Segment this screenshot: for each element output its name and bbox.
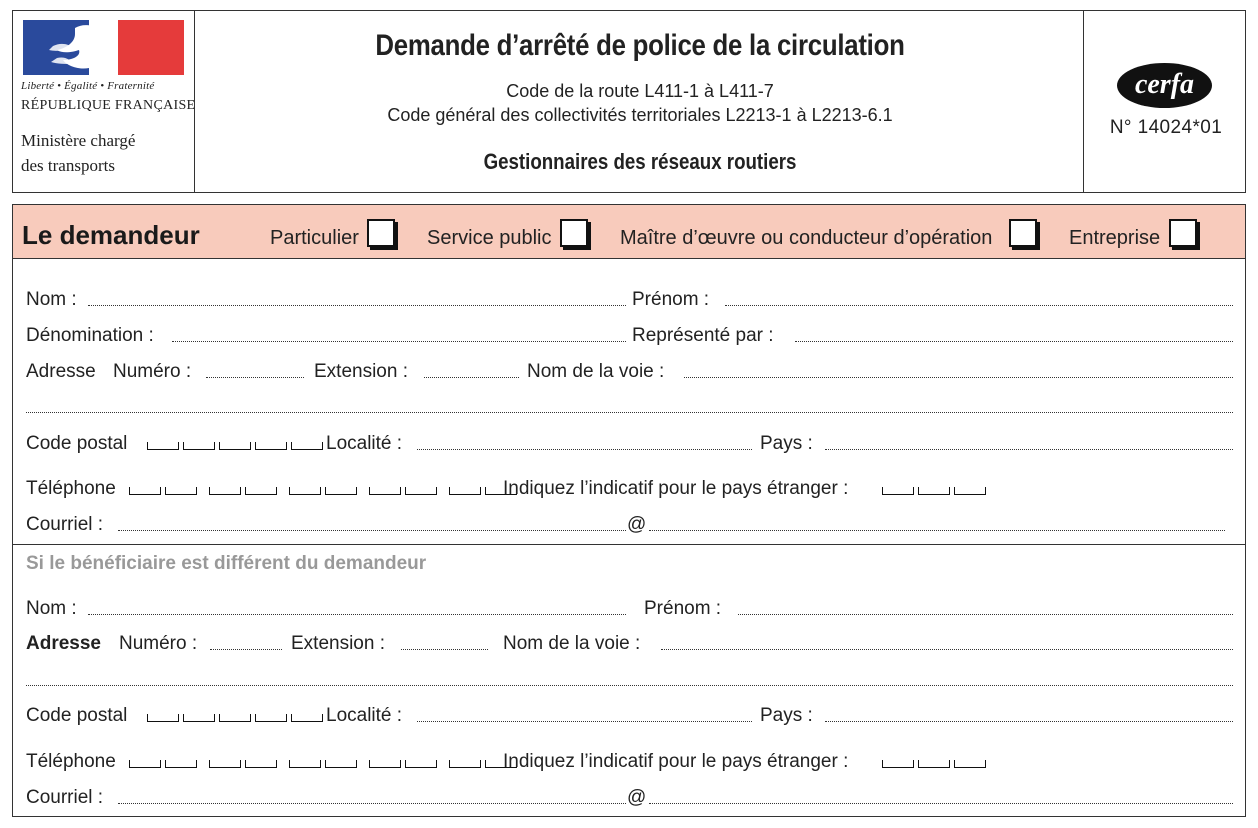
benef-extension-label: Extension : xyxy=(291,633,385,654)
nom-label: Nom : xyxy=(26,289,77,310)
benef-adresse-label: Adresse xyxy=(26,633,101,654)
benef-at-sign: @ xyxy=(627,787,647,808)
legal-reference: Code général des collectivités territoriales L2213-1 à L2213-6.1 xyxy=(387,105,893,125)
courriel-user-field[interactable] xyxy=(118,530,626,531)
benef-voie-label: Nom de la voie : xyxy=(503,633,641,654)
option-label: Service public xyxy=(427,227,552,249)
address-line-field[interactable] xyxy=(26,412,1233,413)
option-label: Entreprise xyxy=(1069,227,1161,249)
section-title: Le demandeur xyxy=(22,220,200,250)
courriel-domain-field[interactable] xyxy=(649,530,1225,531)
benef-nom-field[interactable] xyxy=(88,614,626,615)
represente-field[interactable] xyxy=(795,341,1233,342)
form-title: Demande d’arrêté de police de la circulation xyxy=(375,29,905,62)
benef-address-line-field[interactable] xyxy=(26,685,1233,686)
telephone-label: Téléphone xyxy=(26,478,116,499)
benef-prenom-field[interactable] xyxy=(738,614,1233,615)
denomination-label: Dénomination : xyxy=(26,325,154,346)
courriel-label: Courriel : xyxy=(26,514,104,535)
benef-indicatif-label: Indiquez l’indicatif pour le pays étranger : xyxy=(503,751,849,772)
form-subtitle: Gestionnaires des réseaux routiers xyxy=(483,149,797,174)
benef-indicatif-boxes[interactable] xyxy=(882,760,990,768)
numero-label: Numéro : xyxy=(113,361,192,382)
cerfa-number: N° 14024*01 xyxy=(1109,117,1223,138)
particulier-checkbox[interactable] xyxy=(367,219,395,247)
republic-name: RÉPUBLIQUE FRANÇAISE xyxy=(21,98,196,113)
ministry-line: Ministère chargé xyxy=(21,131,136,150)
code-postal-label: Code postal xyxy=(26,433,128,454)
demandeur-section xyxy=(12,204,1246,817)
ministry-name xyxy=(21,128,191,178)
maitre-oeuvre-checkbox[interactable] xyxy=(1009,219,1037,247)
code-postal-boxes[interactable] xyxy=(147,442,327,450)
indicatif-label: Indiquez l’indicatif pour le pays étranger : xyxy=(503,478,849,499)
cerfa-logo: cerfa xyxy=(1117,63,1212,108)
form-header xyxy=(12,10,1246,193)
prenom-label: Prénom : xyxy=(632,289,710,310)
benef-pays-label: Pays : xyxy=(760,705,813,726)
pays-field[interactable] xyxy=(825,449,1233,450)
telephone-boxes[interactable] xyxy=(129,487,521,495)
benef-localite-field[interactable] xyxy=(417,721,752,722)
service-public-checkbox[interactable] xyxy=(560,219,588,247)
benef-voie-field[interactable] xyxy=(661,649,1233,650)
benef-extension-field[interactable] xyxy=(401,649,488,650)
benef-nom-label: Nom : xyxy=(26,598,77,619)
benef-code-postal-boxes[interactable] xyxy=(147,714,327,722)
adresse-label: Adresse xyxy=(26,361,96,382)
voie-label: Nom de la voie : xyxy=(527,361,665,382)
benef-courriel-label: Courriel : xyxy=(26,787,104,808)
marianne-logo xyxy=(23,20,184,75)
republic-motto: Liberté • Égalité • Fraternité xyxy=(21,80,155,92)
benef-code-postal-label: Code postal xyxy=(26,705,128,726)
benef-telephone-boxes[interactable] xyxy=(129,760,521,768)
ministry-line: des transports xyxy=(21,156,115,175)
extension-field[interactable] xyxy=(424,377,519,378)
at-sign: @ xyxy=(627,514,647,535)
benef-prenom-label: Prénom : xyxy=(644,598,722,619)
benef-numero-field[interactable] xyxy=(210,649,282,650)
numero-field[interactable] xyxy=(206,377,304,378)
beneficiaire-title: Si le bénéficiaire est différent du demandeur xyxy=(26,553,427,574)
benef-pays-field[interactable] xyxy=(825,721,1233,722)
benef-courriel-user-field[interactable] xyxy=(118,803,626,804)
indicatif-boxes[interactable] xyxy=(882,487,990,495)
benef-localite-label: Localité : xyxy=(326,705,403,726)
entreprise-checkbox[interactable] xyxy=(1169,219,1197,247)
legal-reference: Code de la route L411-1 à L411-7 xyxy=(506,81,774,101)
pays-label: Pays : xyxy=(760,433,813,454)
option-label: Particulier xyxy=(270,227,359,249)
benef-telephone-label: Téléphone xyxy=(26,751,116,772)
section-header xyxy=(13,205,1245,259)
extension-label: Extension : xyxy=(314,361,408,382)
option-label: Maître d’œuvre ou conducteur d’opération xyxy=(620,227,993,249)
nom-field[interactable] xyxy=(88,305,626,306)
localite-label: Localité : xyxy=(326,433,403,454)
voie-field[interactable] xyxy=(684,377,1233,378)
represente-label: Représenté par : xyxy=(632,325,774,346)
prenom-field[interactable] xyxy=(725,305,1233,306)
localite-field[interactable] xyxy=(417,449,752,450)
denomination-field[interactable] xyxy=(172,341,626,342)
section-divider xyxy=(13,544,1245,545)
benef-numero-label: Numéro : xyxy=(119,633,198,654)
benef-courriel-domain-field[interactable] xyxy=(649,803,1233,804)
